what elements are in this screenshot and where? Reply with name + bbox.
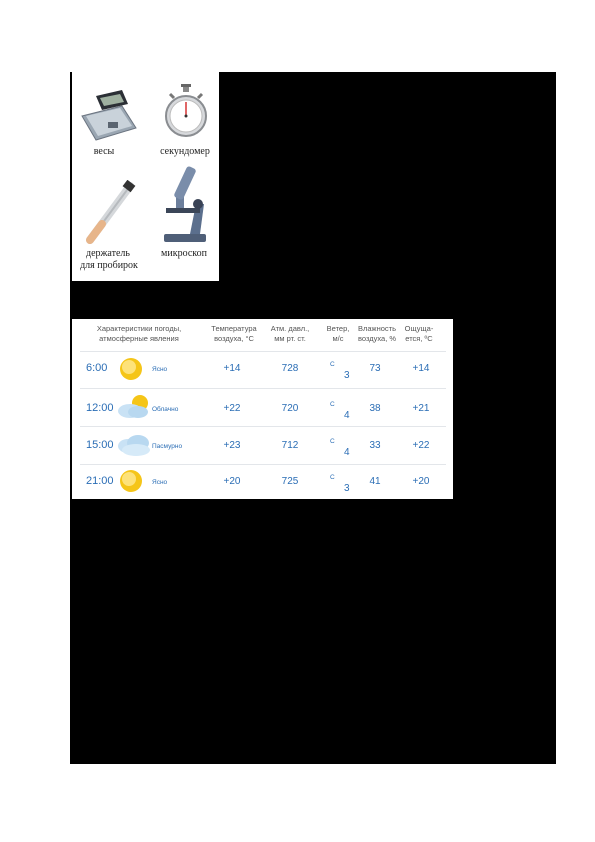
- cloud-icon: [116, 432, 152, 458]
- holder-label-line2: для пробирок: [80, 260, 138, 271]
- row-divider: [80, 426, 446, 427]
- row-wind-direction: С: [330, 361, 335, 368]
- row-condition: Ясно: [152, 479, 168, 486]
- row-pressure: 712: [281, 440, 299, 451]
- scales-icon: [78, 86, 140, 142]
- row-feels-like: +22: [412, 440, 430, 451]
- weather-table: [72, 319, 453, 499]
- row-divider: [80, 388, 446, 389]
- stopwatch-label: секундомер: [160, 146, 210, 157]
- row-humidity: 33: [369, 440, 381, 451]
- sun-icon: [118, 356, 144, 382]
- row-time: 21:00: [86, 475, 114, 487]
- row-temperature: +20: [223, 476, 241, 487]
- row-condition: Пасмурно: [152, 443, 183, 450]
- row-humidity: 38: [369, 403, 381, 414]
- partly-cloudy-icon: [116, 393, 152, 421]
- row-wind-speed: 3: [344, 483, 350, 494]
- header-temperature: Температура воздуха, °С: [211, 324, 257, 343]
- instruments-figure: [72, 72, 219, 281]
- row-wind-speed: 4: [344, 410, 350, 421]
- row-temperature: +23: [223, 440, 241, 451]
- sun-icon: [118, 468, 144, 494]
- stopwatch-icon: [164, 84, 208, 140]
- row-wind-speed: 3: [344, 370, 350, 381]
- row-wind-direction: С: [330, 401, 335, 408]
- row-time: 6:00: [86, 362, 108, 374]
- row-time: 15:00: [86, 439, 114, 451]
- row-wind-direction: С: [330, 474, 335, 481]
- microscope-label: микроскоп: [161, 248, 207, 259]
- row-temperature: +22: [223, 403, 241, 414]
- header-characteristics: Характеристики погоды, атмосферные явления: [96, 324, 182, 343]
- row-condition: Ясно: [152, 366, 168, 373]
- row-divider: [80, 351, 446, 352]
- row-pressure: 728: [281, 363, 299, 374]
- header-humidity: Влажность воздуха, %: [357, 324, 397, 343]
- test-tube-holder-icon: [80, 180, 140, 244]
- scales-label: весы: [93, 146, 115, 157]
- row-condition: Облачно: [152, 406, 179, 413]
- row-humidity: 41: [369, 476, 381, 487]
- row-time: 12:00: [86, 402, 114, 414]
- row-pressure: 725: [281, 476, 299, 487]
- row-humidity: 73: [369, 363, 381, 374]
- row-wind-direction: С: [330, 438, 335, 445]
- row-divider: [80, 464, 446, 465]
- row-feels-like: +21: [412, 403, 430, 414]
- header-wind: Ветер, м/с: [326, 324, 350, 343]
- microscope-icon: [160, 164, 212, 244]
- row-feels-like: +14: [412, 363, 430, 374]
- row-wind-speed: 4: [344, 447, 350, 458]
- holder-label-line1: держатель: [86, 248, 130, 259]
- row-pressure: 720: [281, 403, 299, 414]
- row-feels-like: +20: [412, 476, 430, 487]
- header-feels-like: Ощуща- ется, ºС: [404, 324, 434, 343]
- row-temperature: +14: [223, 363, 241, 374]
- header-pressure: Атм. давл., мм рт. ст.: [270, 324, 310, 343]
